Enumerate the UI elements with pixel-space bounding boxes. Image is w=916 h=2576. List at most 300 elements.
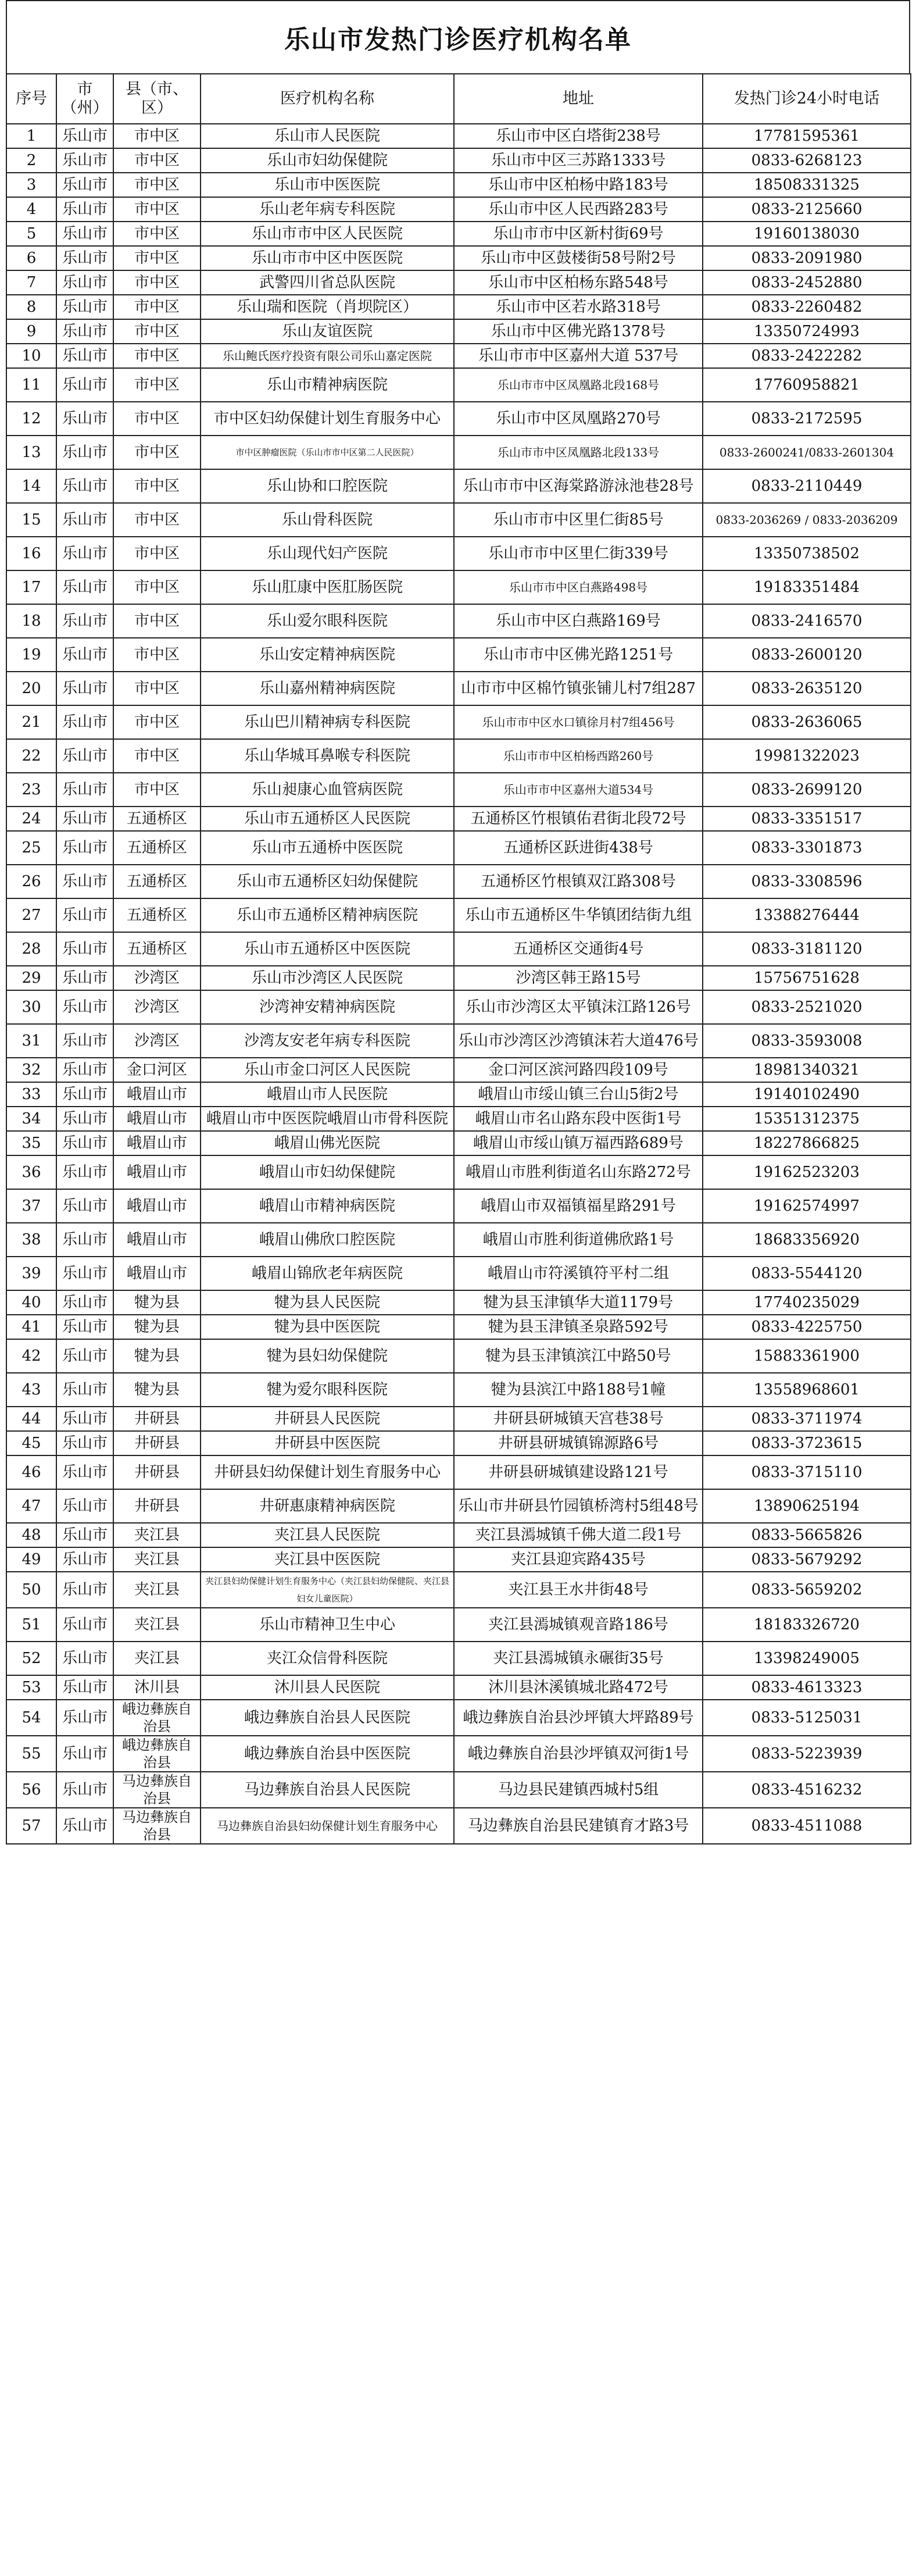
cell-index: 29 bbox=[6, 966, 56, 990]
cell-index: 12 bbox=[6, 402, 56, 436]
cell-city: 乐山市 bbox=[56, 344, 113, 368]
cell-index: 53 bbox=[6, 1675, 56, 1700]
cell-phone: 15883361900 bbox=[703, 1339, 911, 1373]
table-row bbox=[6, 1808, 911, 1844]
table-row bbox=[6, 807, 911, 831]
cell-index: 26 bbox=[6, 865, 56, 898]
table-row bbox=[6, 537, 911, 570]
cell-index: 48 bbox=[6, 1523, 56, 1547]
cell-institution: 乐山市市中区人民医院 bbox=[201, 222, 454, 246]
cell-institution: 犍为爱尔眼科医院 bbox=[201, 1373, 454, 1407]
cell-index: 16 bbox=[6, 537, 56, 570]
header-phone: 发热门诊24小时电话 bbox=[703, 74, 911, 124]
cell-city: 乐山市 bbox=[56, 966, 113, 990]
cell-phone: 0833-3301873 bbox=[703, 831, 911, 865]
cell-institution: 峨眉山佛欣口腔医院 bbox=[201, 1223, 454, 1257]
cell-county: 犍为县 bbox=[113, 1315, 201, 1339]
cell-address: 犍为县玉津镇华大道1179号 bbox=[454, 1290, 703, 1315]
cell-index: 25 bbox=[6, 831, 56, 865]
cell-city: 乐山市 bbox=[56, 436, 113, 469]
header-city: 市（州） bbox=[56, 74, 113, 124]
cell-phone: 17760958821 bbox=[703, 368, 911, 402]
cell-city: 乐山市 bbox=[56, 932, 113, 966]
cell-index: 35 bbox=[6, 1131, 56, 1155]
cell-institution: 乐山昶康心血管病医院 bbox=[201, 773, 454, 807]
cell-phone: 18981340321 bbox=[703, 1058, 911, 1082]
cell-index: 28 bbox=[6, 932, 56, 966]
cell-county: 市中区 bbox=[113, 344, 201, 368]
cell-phone: 0833-2422282 bbox=[703, 344, 911, 368]
cell-phone: 0833-2036269 / 0833-2036209 bbox=[703, 503, 911, 537]
table-row bbox=[6, 1155, 911, 1189]
cell-city: 乐山市 bbox=[56, 1772, 113, 1808]
cell-address: 乐山市五通桥区牛华镇团结街九组 bbox=[454, 898, 703, 932]
cell-city: 乐山市 bbox=[56, 1315, 113, 1339]
cell-phone: 0833-2636065 bbox=[703, 705, 911, 739]
cell-index: 18 bbox=[6, 604, 56, 638]
cell-phone: 0833-4511088 bbox=[703, 1808, 911, 1844]
cell-city: 乐山市 bbox=[56, 1642, 113, 1675]
cell-address: 峨边彝族自治县沙坪镇大坪路89号 bbox=[454, 1700, 703, 1736]
table-row bbox=[6, 436, 911, 469]
cell-city: 乐山市 bbox=[56, 1024, 113, 1058]
cell-city: 乐山市 bbox=[56, 638, 113, 672]
cell-county: 市中区 bbox=[113, 705, 201, 739]
cell-address: 夹江县漹城镇千佛大道二段1号 bbox=[454, 1523, 703, 1547]
cell-index: 5 bbox=[6, 222, 56, 246]
cell-institution: 乐山市五通桥区人民医院 bbox=[201, 807, 454, 831]
cell-institution: 乐山老年病专科医院 bbox=[201, 197, 454, 222]
cell-institution: 峨眉山市中医医院峨眉山市骨科医院 bbox=[201, 1107, 454, 1131]
table-row bbox=[6, 1523, 911, 1547]
cell-city: 乐山市 bbox=[56, 319, 113, 344]
table-row bbox=[6, 831, 911, 865]
cell-institution: 乐山肛康中医肛肠医院 bbox=[201, 570, 454, 604]
cell-address: 夹江县王水井街48号 bbox=[454, 1572, 703, 1608]
table-row bbox=[6, 1189, 911, 1223]
cell-index: 56 bbox=[6, 1772, 56, 1808]
cell-institution: 乐山安定精神病医院 bbox=[201, 638, 454, 672]
cell-institution: 市中区妇幼保健计划生育服务中心 bbox=[201, 402, 454, 436]
cell-city: 乐山市 bbox=[56, 1572, 113, 1608]
table-row bbox=[6, 1572, 911, 1608]
cell-county: 市中区 bbox=[113, 739, 201, 773]
cell-county: 市中区 bbox=[113, 222, 201, 246]
cell-institution: 乐山华城耳鼻喉专科医院 bbox=[201, 739, 454, 773]
cell-index: 15 bbox=[6, 503, 56, 537]
cell-index: 52 bbox=[6, 1642, 56, 1675]
table-header-row bbox=[6, 74, 911, 124]
cell-address: 五通桥区跃进街438号 bbox=[454, 831, 703, 865]
cell-city: 乐山市 bbox=[56, 1431, 113, 1455]
table-row bbox=[6, 1700, 911, 1736]
table-row bbox=[6, 124, 911, 148]
cell-address: 乐山市市中区嘉州大道 537号 bbox=[454, 344, 703, 368]
cell-institution: 乐山市精神卫生中心 bbox=[201, 1608, 454, 1642]
cell-phone: 0833-2416570 bbox=[703, 604, 911, 638]
cell-index: 54 bbox=[6, 1700, 56, 1736]
cell-address: 乐山市中区三苏路1333号 bbox=[454, 148, 703, 173]
cell-address: 峨眉山市双福镇福星路291号 bbox=[454, 1189, 703, 1223]
cell-institution: 夹江县妇幼保健计划生育服务中心（夹江县妇幼保健院、夹江县妇女儿童医院） bbox=[201, 1572, 454, 1608]
cell-city: 乐山市 bbox=[56, 246, 113, 270]
cell-phone: 13388276444 bbox=[703, 898, 911, 932]
cell-address: 乐山市中区柏杨东路548号 bbox=[454, 270, 703, 295]
cell-phone: 19981322023 bbox=[703, 739, 911, 773]
cell-county: 市中区 bbox=[113, 270, 201, 295]
cell-address: 峨边彝族自治县沙坪镇双河街1号 bbox=[454, 1736, 703, 1772]
cell-institution: 乐山市沙湾区人民医院 bbox=[201, 966, 454, 990]
table-row bbox=[6, 1772, 911, 1808]
cell-institution: 井研县人民医院 bbox=[201, 1407, 454, 1431]
cell-county: 夹江县 bbox=[113, 1523, 201, 1547]
cell-index: 8 bbox=[6, 295, 56, 319]
cell-county: 市中区 bbox=[113, 469, 201, 503]
cell-city: 乐山市 bbox=[56, 1455, 113, 1489]
cell-county: 峨边彝族自治县 bbox=[113, 1700, 201, 1736]
cell-address: 乐山市市中区海棠路游泳池巷28号 bbox=[454, 469, 703, 503]
cell-address: 乐山市中区柏杨中路183号 bbox=[454, 173, 703, 197]
cell-city: 乐山市 bbox=[56, 173, 113, 197]
table-row bbox=[6, 1407, 911, 1431]
cell-county: 沐川县 bbox=[113, 1675, 201, 1700]
cell-institution: 乐山市金口河区人民医院 bbox=[201, 1058, 454, 1082]
hospital-table bbox=[6, 73, 911, 1844]
cell-county: 市中区 bbox=[113, 295, 201, 319]
cell-address: 乐山市沙湾区沙湾镇沫若大道476号 bbox=[454, 1024, 703, 1058]
cell-address: 马边县民建镇西城村5组 bbox=[454, 1772, 703, 1808]
cell-address: 马边彝族自治县民建镇育才路3号 bbox=[454, 1808, 703, 1844]
cell-phone: 0833-5223939 bbox=[703, 1736, 911, 1772]
table-row bbox=[6, 739, 911, 773]
cell-phone: 0833-4225750 bbox=[703, 1315, 911, 1339]
cell-county: 井研县 bbox=[113, 1489, 201, 1523]
table-row bbox=[6, 1642, 911, 1675]
cell-institution: 乐山市精神病医院 bbox=[201, 368, 454, 402]
cell-phone: 13350738502 bbox=[703, 537, 911, 570]
cell-county: 沙湾区 bbox=[113, 1024, 201, 1058]
cell-address: 乐山市市中区里仁街85号 bbox=[454, 503, 703, 537]
cell-city: 乐山市 bbox=[56, 148, 113, 173]
cell-county: 市中区 bbox=[113, 672, 201, 705]
cell-address: 乐山市中区人民西路283号 bbox=[454, 197, 703, 222]
cell-phone: 0833-3351517 bbox=[703, 807, 911, 831]
cell-address: 沐川县沐溪镇城北路472号 bbox=[454, 1675, 703, 1700]
cell-institution: 沙湾友安老年病专科医院 bbox=[201, 1024, 454, 1058]
table-row bbox=[6, 773, 911, 807]
cell-city: 乐山市 bbox=[56, 1523, 113, 1547]
cell-county: 夹江县 bbox=[113, 1547, 201, 1572]
cell-institution: 乐山爱尔眼科医院 bbox=[201, 604, 454, 638]
cell-institution: 马边彝族自治县人民医院 bbox=[201, 1772, 454, 1808]
cell-county: 市中区 bbox=[113, 604, 201, 638]
cell-institution: 乐山市五通桥区中医医院 bbox=[201, 932, 454, 966]
cell-institution: 乐山嘉州精神病医院 bbox=[201, 672, 454, 705]
cell-address: 乐山市市中区柏杨西路260号 bbox=[454, 739, 703, 773]
header-institution: 医疗机构名称 bbox=[201, 74, 454, 124]
cell-county: 市中区 bbox=[113, 173, 201, 197]
cell-county: 市中区 bbox=[113, 124, 201, 148]
cell-address: 五通桥区竹根镇佑君街北段72号 bbox=[454, 807, 703, 831]
cell-address: 乐山市市中区凤凰路北段133号 bbox=[454, 436, 703, 469]
cell-address: 峨眉山市绥山镇万福西路689号 bbox=[454, 1131, 703, 1155]
cell-index: 27 bbox=[6, 898, 56, 932]
cell-county: 市中区 bbox=[113, 368, 201, 402]
cell-institution: 马边彝族自治县妇幼保健计划生育服务中心 bbox=[201, 1808, 454, 1844]
table-row bbox=[6, 1736, 911, 1772]
cell-phone: 13558968601 bbox=[703, 1373, 911, 1407]
cell-county: 五通桥区 bbox=[113, 898, 201, 932]
table-row bbox=[6, 1547, 911, 1572]
cell-index: 30 bbox=[6, 990, 56, 1024]
cell-institution: 市中区肿瘤医院（乐山市市中区第二人民医院） bbox=[201, 436, 454, 469]
cell-institution: 犍为县人民医院 bbox=[201, 1290, 454, 1315]
cell-index: 39 bbox=[6, 1257, 56, 1290]
cell-address: 峨眉山市胜利街道名山东路272号 bbox=[454, 1155, 703, 1189]
cell-index: 24 bbox=[6, 807, 56, 831]
cell-address: 乐山市市中区水口镇徐月村7组456号 bbox=[454, 705, 703, 739]
cell-county: 市中区 bbox=[113, 402, 201, 436]
cell-city: 乐山市 bbox=[56, 503, 113, 537]
cell-index: 20 bbox=[6, 672, 56, 705]
table-row bbox=[6, 1431, 911, 1455]
cell-index: 51 bbox=[6, 1608, 56, 1642]
cell-phone: 0833-2091980 bbox=[703, 246, 911, 270]
cell-county: 五通桥区 bbox=[113, 932, 201, 966]
cell-index: 33 bbox=[6, 1082, 56, 1107]
cell-index: 2 bbox=[6, 148, 56, 173]
cell-index: 14 bbox=[6, 469, 56, 503]
header-address: 地址 bbox=[454, 74, 703, 124]
cell-county: 五通桥区 bbox=[113, 831, 201, 865]
cell-county: 五通桥区 bbox=[113, 807, 201, 831]
cell-city: 乐山市 bbox=[56, 1058, 113, 1082]
cell-county: 市中区 bbox=[113, 537, 201, 570]
cell-city: 乐山市 bbox=[56, 270, 113, 295]
cell-address: 井研县研城镇锦源路6号 bbox=[454, 1431, 703, 1455]
cell-index: 7 bbox=[6, 270, 56, 295]
cell-index: 44 bbox=[6, 1407, 56, 1431]
table-body bbox=[6, 124, 911, 1844]
cell-city: 乐山市 bbox=[56, 1290, 113, 1315]
cell-institution: 乐山瑞和医院（肖坝院区） bbox=[201, 295, 454, 319]
cell-city: 乐山市 bbox=[56, 831, 113, 865]
cell-institution: 乐山市五通桥区妇幼保健院 bbox=[201, 865, 454, 898]
cell-phone: 18683356920 bbox=[703, 1223, 911, 1257]
cell-phone: 0833-3593008 bbox=[703, 1024, 911, 1058]
cell-address: 乐山市市中区白燕路498号 bbox=[454, 570, 703, 604]
cell-county: 市中区 bbox=[113, 773, 201, 807]
table-row bbox=[6, 865, 911, 898]
cell-phone: 0833-3181120 bbox=[703, 932, 911, 966]
cell-address: 夹江县漹城镇永碾街35号 bbox=[454, 1642, 703, 1675]
cell-county: 市中区 bbox=[113, 503, 201, 537]
cell-city: 乐山市 bbox=[56, 1736, 113, 1772]
cell-county: 井研县 bbox=[113, 1455, 201, 1489]
cell-institution: 峨边彝族自治县人民医院 bbox=[201, 1700, 454, 1736]
cell-city: 乐山市 bbox=[56, 570, 113, 604]
cell-index: 21 bbox=[6, 705, 56, 739]
cell-phone: 18183326720 bbox=[703, 1608, 911, 1642]
cell-index: 22 bbox=[6, 739, 56, 773]
cell-county: 市中区 bbox=[113, 246, 201, 270]
table-row bbox=[6, 319, 911, 344]
cell-phone: 13398249005 bbox=[703, 1642, 911, 1675]
cell-index: 10 bbox=[6, 344, 56, 368]
cell-address: 沙湾区韩王路15号 bbox=[454, 966, 703, 990]
cell-city: 乐山市 bbox=[56, 739, 113, 773]
cell-institution: 犍为县中医医院 bbox=[201, 1315, 454, 1339]
cell-city: 乐山市 bbox=[56, 1700, 113, 1736]
cell-phone: 13890625194 bbox=[703, 1489, 911, 1523]
cell-address: 乐山市中区白燕路169号 bbox=[454, 604, 703, 638]
cell-institution: 乐山市人民医院 bbox=[201, 124, 454, 148]
cell-city: 乐山市 bbox=[56, 1489, 113, 1523]
cell-phone: 17781595361 bbox=[703, 124, 911, 148]
cell-institution: 井研县中医医院 bbox=[201, 1431, 454, 1455]
table-row bbox=[6, 1058, 911, 1082]
cell-phone: 13350724993 bbox=[703, 319, 911, 344]
cell-index: 50 bbox=[6, 1572, 56, 1608]
cell-phone: 0833-3711974 bbox=[703, 1407, 911, 1431]
cell-institution: 峨边彝族自治县中医医院 bbox=[201, 1736, 454, 1772]
cell-index: 55 bbox=[6, 1736, 56, 1772]
cell-address: 峨眉山市胜利街道佛欣路1号 bbox=[454, 1223, 703, 1257]
table-row bbox=[6, 1223, 911, 1257]
cell-address: 乐山市市中区新村街69号 bbox=[454, 222, 703, 246]
cell-address: 乐山市市中区佛光路1251号 bbox=[454, 638, 703, 672]
cell-institution: 犍为县妇幼保健院 bbox=[201, 1339, 454, 1373]
cell-city: 乐山市 bbox=[56, 1155, 113, 1189]
cell-index: 40 bbox=[6, 1290, 56, 1315]
cell-index: 46 bbox=[6, 1455, 56, 1489]
cell-county: 峨眉山市 bbox=[113, 1107, 201, 1131]
cell-county: 夹江县 bbox=[113, 1642, 201, 1675]
table-row bbox=[6, 638, 911, 672]
cell-county: 井研县 bbox=[113, 1407, 201, 1431]
cell-city: 乐山市 bbox=[56, 865, 113, 898]
table-row bbox=[6, 270, 911, 295]
cell-address: 乐山市中区白塔街238号 bbox=[454, 124, 703, 148]
cell-county: 沙湾区 bbox=[113, 990, 201, 1024]
header-index: 序号 bbox=[6, 74, 56, 124]
cell-address: 乐山市中区凤凰路270号 bbox=[454, 402, 703, 436]
cell-city: 乐山市 bbox=[56, 222, 113, 246]
cell-phone: 0833-2110449 bbox=[703, 469, 911, 503]
cell-county: 峨眉山市 bbox=[113, 1131, 201, 1155]
cell-institution: 井研惠康精神病医院 bbox=[201, 1489, 454, 1523]
table-row bbox=[6, 469, 911, 503]
cell-county: 市中区 bbox=[113, 148, 201, 173]
cell-city: 乐山市 bbox=[56, 1373, 113, 1407]
table-row bbox=[6, 570, 911, 604]
cell-phone: 0833-2600241/0833-2601304 bbox=[703, 436, 911, 469]
cell-county: 犍为县 bbox=[113, 1290, 201, 1315]
cell-county: 五通桥区 bbox=[113, 865, 201, 898]
cell-index: 49 bbox=[6, 1547, 56, 1572]
document-page bbox=[6, 0, 910, 1844]
cell-index: 31 bbox=[6, 1024, 56, 1058]
cell-county: 夹江县 bbox=[113, 1572, 201, 1608]
cell-phone: 0833-3723615 bbox=[703, 1431, 911, 1455]
cell-phone: 0833-5659202 bbox=[703, 1572, 911, 1608]
cell-county: 金口河区 bbox=[113, 1058, 201, 1082]
cell-city: 乐山市 bbox=[56, 1675, 113, 1700]
cell-address: 乐山市中区佛光路1378号 bbox=[454, 319, 703, 344]
table-row bbox=[6, 966, 911, 990]
cell-institution: 峨眉山市人民医院 bbox=[201, 1082, 454, 1107]
cell-institution: 乐山现代妇产医院 bbox=[201, 537, 454, 570]
cell-index: 42 bbox=[6, 1339, 56, 1373]
table-row bbox=[6, 148, 911, 173]
cell-city: 乐山市 bbox=[56, 402, 113, 436]
table-row bbox=[6, 604, 911, 638]
cell-institution: 乐山友谊医院 bbox=[201, 319, 454, 344]
table-row bbox=[6, 368, 911, 402]
cell-institution: 乐山协和口腔医院 bbox=[201, 469, 454, 503]
cell-index: 23 bbox=[6, 773, 56, 807]
cell-address: 乐山市沙湾区太平镇沫江路126号 bbox=[454, 990, 703, 1024]
cell-county: 井研县 bbox=[113, 1431, 201, 1455]
cell-institution: 乐山市中医医院 bbox=[201, 173, 454, 197]
cell-phone: 0833-2125660 bbox=[703, 197, 911, 222]
cell-address: 井研县研城镇天宫巷38号 bbox=[454, 1407, 703, 1431]
cell-county: 马边彝族自治县 bbox=[113, 1772, 201, 1808]
table-row bbox=[6, 1373, 911, 1407]
cell-index: 17 bbox=[6, 570, 56, 604]
cell-institution: 夹江县人民医院 bbox=[201, 1523, 454, 1547]
cell-institution: 井研县妇幼保健计划生育服务中心 bbox=[201, 1455, 454, 1489]
cell-index: 41 bbox=[6, 1315, 56, 1339]
cell-institution: 夹江县中医医院 bbox=[201, 1547, 454, 1572]
cell-index: 11 bbox=[6, 368, 56, 402]
cell-city: 乐山市 bbox=[56, 1223, 113, 1257]
table-row bbox=[6, 932, 911, 966]
cell-address: 乐山市井研县竹园镇桥湾村5组48号 bbox=[454, 1489, 703, 1523]
cell-phone: 18508331325 bbox=[703, 173, 911, 197]
cell-phone: 0833-2699120 bbox=[703, 773, 911, 807]
cell-institution: 乐山巴川精神病专科医院 bbox=[201, 705, 454, 739]
cell-county: 犍为县 bbox=[113, 1373, 201, 1407]
cell-phone: 0833-4613323 bbox=[703, 1675, 911, 1700]
cell-city: 乐山市 bbox=[56, 1547, 113, 1572]
cell-county: 沙湾区 bbox=[113, 966, 201, 990]
cell-phone: 0833-6268123 bbox=[703, 148, 911, 173]
cell-index: 57 bbox=[6, 1808, 56, 1844]
cell-county: 夹江县 bbox=[113, 1608, 201, 1642]
cell-index: 47 bbox=[6, 1489, 56, 1523]
cell-city: 乐山市 bbox=[56, 1407, 113, 1431]
cell-address: 犍为县滨江中路188号1幢 bbox=[454, 1373, 703, 1407]
cell-institution: 乐山市市中区中医医院 bbox=[201, 246, 454, 270]
cell-phone: 0833-2600120 bbox=[703, 638, 911, 672]
cell-phone: 0833-3308596 bbox=[703, 865, 911, 898]
table-row bbox=[6, 344, 911, 368]
cell-city: 乐山市 bbox=[56, 1107, 113, 1131]
cell-city: 乐山市 bbox=[56, 368, 113, 402]
cell-city: 乐山市 bbox=[56, 990, 113, 1024]
cell-index: 19 bbox=[6, 638, 56, 672]
cell-phone: 19162574997 bbox=[703, 1189, 911, 1223]
cell-phone: 0833-3715110 bbox=[703, 1455, 911, 1489]
cell-city: 乐山市 bbox=[56, 124, 113, 148]
cell-address: 乐山市市中区嘉州大道534号 bbox=[454, 773, 703, 807]
cell-index: 3 bbox=[6, 173, 56, 197]
cell-institution: 乐山鲍氏医疗投资有限公司乐山嘉定医院 bbox=[201, 344, 454, 368]
cell-county: 马边彝族自治县 bbox=[113, 1808, 201, 1844]
cell-county: 峨眉山市 bbox=[113, 1189, 201, 1223]
table-row bbox=[6, 1455, 911, 1489]
